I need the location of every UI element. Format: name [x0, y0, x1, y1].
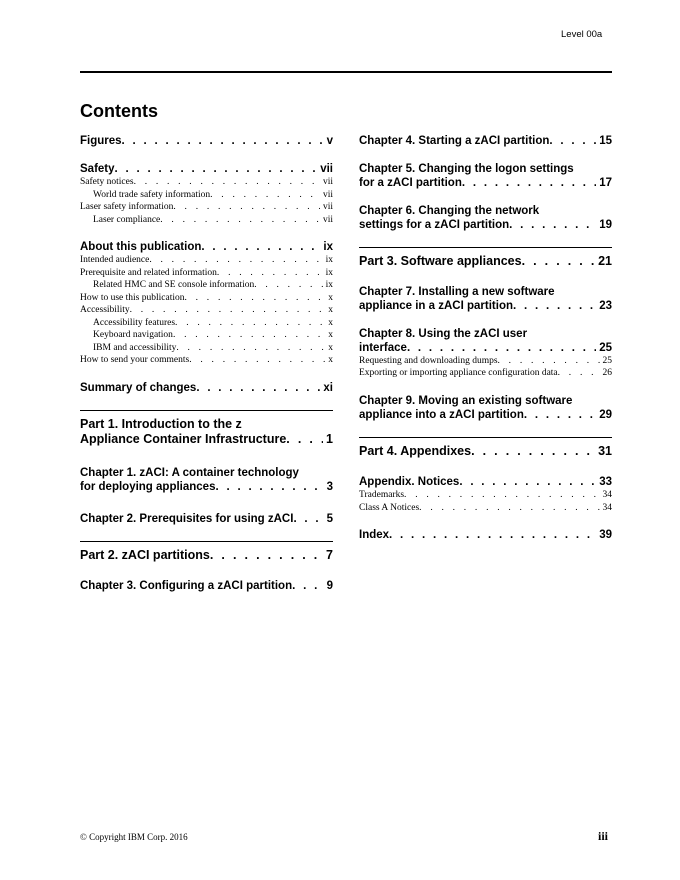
toc-subentry[interactable]: Trademarks . . . 34: [359, 489, 612, 502]
toc-chapter-7[interactable]: Chapter 7. Installing a new software appliance in a zACI partition . . . 23: [359, 285, 612, 313]
toc-chapter-1[interactable]: Chapter 1. zACI: A container technology for deploying appliances . . . 3: [80, 466, 333, 494]
toc-subentry[interactable]: How to use this publication . . . x: [80, 292, 333, 305]
toc-subentry[interactable]: Prerequisite and related information . . . ix: [80, 267, 333, 280]
toc-chapter-3[interactable]: Chapter 3. Configuring a zACI partition . . . 9: [80, 579, 333, 593]
toc-subentry[interactable]: Accessibility features . . . x: [80, 317, 333, 330]
toc-entry-safety[interactable]: Safety . . . vii: [80, 162, 333, 176]
toc-part-4[interactable]: Part 4. Appendixes . . . 31: [359, 437, 612, 460]
toc-left-column: [80, 134, 333, 593]
toc-subentry[interactable]: Requesting and downloading dumps . . . 25: [359, 355, 612, 368]
toc-part-1[interactable]: Part 1. Introduction to the z Appliance Container Infrastructure . . . 1: [80, 410, 333, 448]
page-number: iii: [598, 829, 609, 843]
toc-subentry[interactable]: Safety notices . . . vii: [80, 176, 333, 189]
toc-subentry[interactable]: Laser safety information . . . vii: [80, 201, 333, 214]
toc-index[interactable]: Index . . . 39: [359, 528, 612, 542]
page-title: Contents: [80, 101, 158, 121]
toc-part-2[interactable]: Part 2. zACI partitions . . . 7: [80, 541, 333, 564]
toc-entry-figures[interactable]: Figures . . . v: [80, 134, 333, 148]
toc-subentry[interactable]: World trade safety information . . . vii: [80, 189, 333, 202]
toc-subentry[interactable]: Class A Notices . . . 34: [359, 502, 612, 515]
toc-chapter-8[interactable]: Chapter 8. Using the zACI user interface . . . 25: [359, 327, 612, 355]
toc-appendix-notices[interactable]: Appendix. Notices . . . 33: [359, 475, 612, 489]
toc-part-3[interactable]: Part 3. Software appliances . . . 21: [359, 247, 612, 270]
level-label: Level 00a: [561, 29, 603, 40]
toc-chapter-9[interactable]: Chapter 9. Moving an existing software appliance into a zACI partition . . . 29: [359, 394, 612, 422]
toc-subentry[interactable]: Exporting or importing appliance configuration data . . . 26: [359, 367, 612, 380]
copyright-notice: © Copyright IBM Corp. 2016: [80, 832, 188, 842]
toc-subentry[interactable]: Laser compliance . . . vii: [80, 214, 333, 227]
toc-chapter-6[interactable]: Chapter 6. Changing the network settings for a zACI partition . . . 19: [359, 204, 612, 232]
toc-subentry[interactable]: Accessibility . . . x: [80, 304, 333, 317]
toc-chapter-5[interactable]: Chapter 5. Changing the logon settings for a zACI partition . . . 17: [359, 162, 612, 190]
toc-subentry[interactable]: Intended audience . . . ix: [80, 254, 333, 267]
header-rule: [80, 71, 612, 73]
toc-entry-about-this-publication[interactable]: About this publication . . . ix: [80, 240, 333, 254]
toc-subentry[interactable]: How to send your comments . . . x: [80, 354, 333, 367]
toc-chapter-4[interactable]: Chapter 4. Starting a zACI partition . . . 15: [359, 134, 612, 148]
toc-subentry[interactable]: Keyboard navigation . . . x: [80, 329, 333, 342]
toc-right-column: [359, 134, 612, 542]
toc-entry-summary-of-changes[interactable]: Summary of changes . . . xi: [80, 381, 333, 395]
toc-subentry[interactable]: Related HMC and SE console information . . . ix: [80, 279, 333, 292]
toc-chapter-2[interactable]: Chapter 2. Prerequisites for using zACI . . . 5: [80, 512, 333, 526]
toc-subentry[interactable]: IBM and accessibility . . . x: [80, 342, 333, 355]
